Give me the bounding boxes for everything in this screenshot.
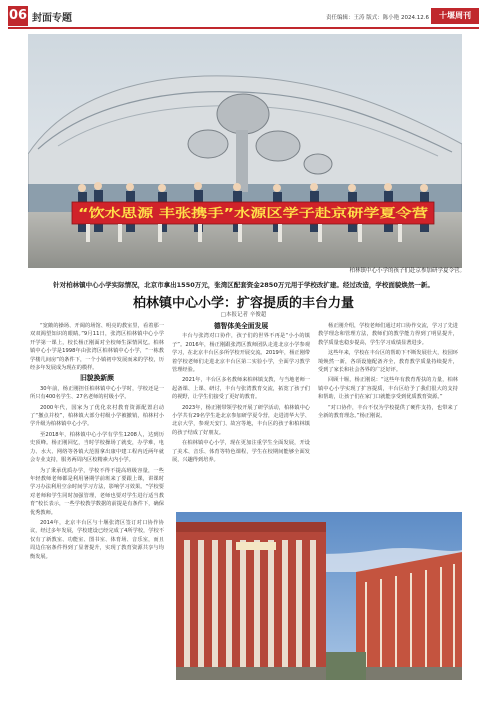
paragraph: 至2018年，柏林镇中心小学有学生1208人，达到历史顶峰。杨正刚回忆，当时学校操场了就变，办学难，电力、水大、网络等各镇大范围拿出康中建工程内近两年就会专业支持，服务两周内区校精素大内小学。 bbox=[30, 431, 164, 464]
article-column-1 bbox=[30, 322, 164, 563]
section-heading-1: 旧貌换新颜 bbox=[80, 374, 114, 383]
paragraph: 回顾十堰，杨正刚说：“这些年有教育帮扶的力量，柏林镇中心小学实现了扩容提质，丰台区给予了我们很大的支持和帮助，让孩子们在家门口就能享受到优质教育资源。” bbox=[318, 377, 458, 401]
section-title: 封面专题 bbox=[32, 13, 72, 24]
paragraph: 2000年代，国家为了优化农村教育资源配置启动了“撤点并校”，柏林镇大部分村级小学被撤销，柏林村小学升级为柏林镇中心小学。 bbox=[30, 404, 164, 428]
masthead-logo: 十堰周刊 bbox=[431, 8, 479, 24]
paragraph: 在柏林镇中心小学，现在更加注重学生全面发展，开设了美术、音乐、体育等特色课程，学生在校期间能够全面发展，兴趣得到培养。 bbox=[172, 440, 310, 464]
header-rule bbox=[8, 27, 479, 29]
paragraph: 2023年，杨正刚带领学校开展了研学活动，柏林镇中心小学共有29名学生赴北京参加研学夏令营，走进清华大学、北京大学，参观天安门、故宫等地，丰台区的孩子和柏林镇的孩子结成了好朋友。 bbox=[172, 404, 310, 436]
article-byline: □本报记者 辛俊超 bbox=[220, 312, 267, 318]
paragraph: 2021年，丰台区多名教师来柏林镇支教，与当地老师一起备课、上课、研讨，丰台与张湾教育交流，拓宽了孩子们的视野，让学生们接受了更好的教育。 bbox=[172, 377, 310, 401]
article-column-3 bbox=[318, 322, 458, 510]
photo-caption: 柏林镇中心小学的孩子们赴京参加研学夏令营。 bbox=[349, 268, 465, 274]
article-subhead: 针对柏林镇中心小学实际情况，北京市拿出1550万元，张湾区配套资金2850万元用于学校改扩建。经过改造，学校面貌焕然一新。 bbox=[53, 281, 434, 289]
paragraph: 这些年来，学校在丰台区的帮助下不断发展壮大，校园环境焕然一新，各项设施配备齐全，教育教学质量持续提升，受到了家长和社会各界的广泛好评。 bbox=[318, 350, 458, 374]
article-column-2 bbox=[172, 322, 310, 510]
page-number: 06 bbox=[8, 6, 28, 26]
page-header bbox=[8, 6, 479, 26]
school-building-photo bbox=[176, 512, 462, 680]
group-photo bbox=[28, 34, 462, 268]
paragraph: 为了秉承优质办学，学校不得不提高班级容量，一些年轻教师老师都是利用暑期学前班来了要跟上课，讲课时学习办法利用空余时间学习方法，影响学习效果。“学校要对老师和学生同时加强管理，老师也要对学生进行适当教育”校长表示，一些学校教学数据的前提是有条件下，确保优秀教师。 bbox=[30, 467, 164, 516]
paragraph: 30年前，杨正刚担任柏林镇中心小学时，学校还是一所只有400名学生、27名老师的村级小学。 bbox=[30, 385, 164, 401]
section-heading-2: 德智体美全面发展 bbox=[213, 322, 269, 330]
paragraph: 杨正刚介绍，学校老师们通过对口协作交流，学习了先进教学理念和管理方法，教师们的教学能力得到了明显提升，教学质量也稳步提高，学生学习成绩显著进步。 bbox=[318, 323, 458, 346]
paragraph: 2014年，北京丰台区与十堰张湾区签订对口协作协议，经过多年发展，学校建设已经完成了4所学校，学校不仅有了新教室、功能室、图书室、体育场、音乐室，而且周边住宿条件得到了显著提升，实现了教育资源共享与均衡发展。 bbox=[30, 519, 164, 560]
intro-paragraph: “宽敞的操场、开阔的场馆、明亮的教室里，看着那一双双渴望知识的眼睛。”9月11日，张湾区柏林镇中心小学开学第一课上，校长杨正刚面对全校师生深情回忆。柏林镇中心小学是1998年由张湾区柏林镇中心小学，“一栋教学楼几间房”的条件下，一个小镇初中发展而来的学校，历经多年发展成为现在的模样。 bbox=[30, 323, 164, 372]
article-title: 柏林镇中心小学：扩容提质的丰台力量 bbox=[132, 296, 354, 311]
paragraph: 丰台与张湾对口协作，孩子们的世界不再是“小小的镇子”。2016年，杨正刚跟张湾区教师团队走进北京小学参观学习，在北京丰台区多所学校开展交流。2019年，杨正刚带着学校老师们走进北京丰台区第二实验小学，全面学习教学管理经验。 bbox=[172, 333, 310, 374]
banner-text: “饮水思源 丰张携手”水源区学子赴京研学夏令营 bbox=[78, 206, 338, 220]
paragraph: “对口协作，丰台不仅为学校提供了硬件支持，也带来了全新的教育理念。”杨正刚说。 bbox=[318, 404, 458, 420]
editor-credits: 责任编辑：王涛 版式：陈小艳 2024.12.6 bbox=[326, 15, 429, 21]
